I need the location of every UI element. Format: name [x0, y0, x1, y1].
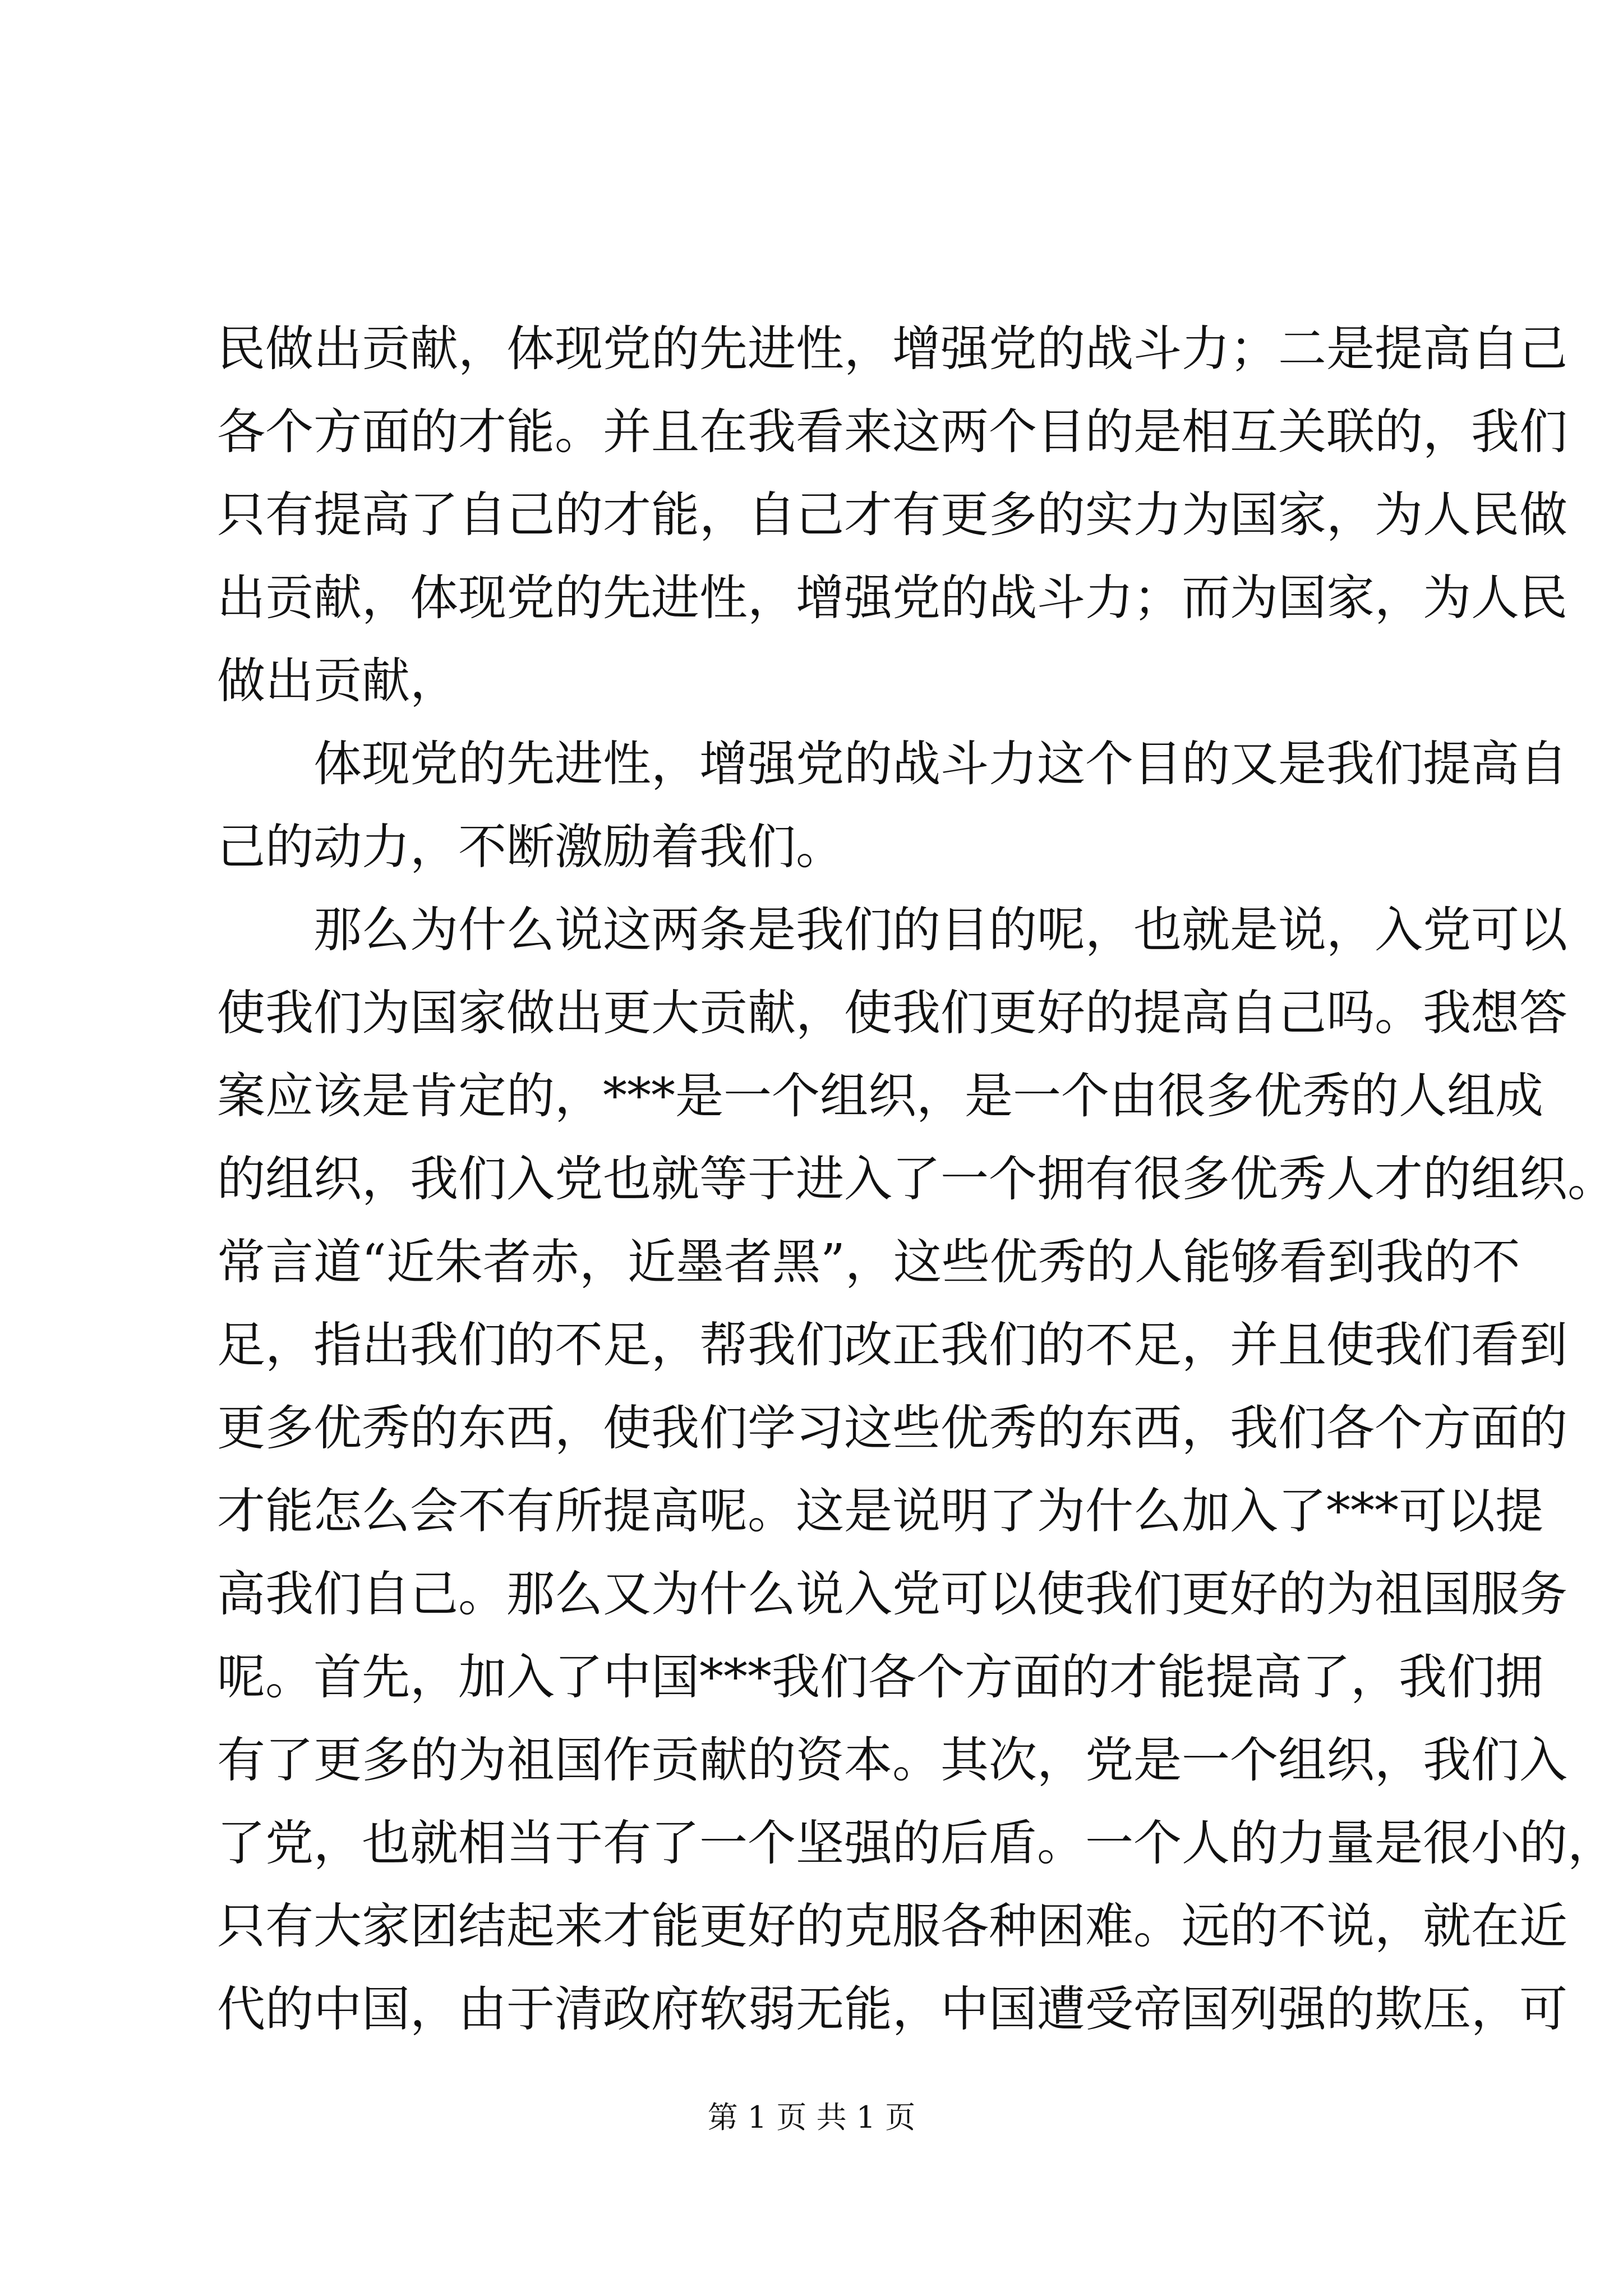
text-line: 案应该是肯定的，***是一个组织，是一个由很多优秀的人组成 [217, 1068, 1543, 1124]
text-line: 更多优秀的东西，使我们学习这些优秀的东西，我们各个方面的 [217, 1400, 1567, 1456]
text-line: 的组织，我们入党也就等于进入了一个拥有很多优秀人才的组织。 [217, 1151, 1616, 1207]
text-line: 己的动力，不断激励着我们。 [217, 819, 844, 875]
text-line: 只有提高了自己的才能，自己才有更多的实力为国家，为人民做 [217, 487, 1567, 543]
text-line: 有了更多的为祖国作贡献的资本。其次，党是一个组织，我们入 [217, 1732, 1567, 1788]
page-footer: 第 1 页 共 1 页 [707, 2100, 916, 2135]
text-line: 民做出贡献，体现党的先进性，增强党的战斗力；二是提高自己 [217, 321, 1567, 377]
text-line: 做出贡献， [217, 653, 458, 709]
text-line: 只有大家团结起来才能更好的克服各种困难。远的不说，就在近 [217, 1898, 1567, 1954]
text-line: 了党，也就相当于有了一个坚强的后盾。一个人的力量是很小的， [217, 1815, 1616, 1871]
text-line: 足，指出我们的不足，帮我们改正我们的不足，并且使我们看到 [217, 1317, 1567, 1373]
text-line: 高我们自己。那么又为什么说入党可以使我们更好的为祖国服务 [217, 1566, 1567, 1622]
text-line: 各个方面的才能。并且在我看来这两个目的是相互关联的，我们 [217, 404, 1567, 460]
text-line: 使我们为国家做出更大贡献，使我们更好的提高自己吗。我想答 [217, 985, 1567, 1041]
text-line: 出贡献，体现党的先进性，增强党的战斗力；而为国家，为人民 [217, 570, 1567, 626]
text-line: 呢。首先，加入了中国***我们各个方面的才能提高了，我们拥 [217, 1649, 1543, 1705]
text-line: 常言道“近朱者赤，近墨者黑”，这些优秀的人能够看到我的不 [217, 1234, 1520, 1290]
text-line: 代的中国，由于清政府软弱无能，中国遭受帝国列强的欺压，可 [217, 1981, 1567, 2037]
document-body [217, 307, 1616, 2051]
text-line: 才能怎么会不有所提高呢。这是说明了为什么加入了***可以提 [217, 1483, 1543, 1539]
text-line: 体现党的先进性，增强党的战斗力这个目的又是我们提高自 [313, 736, 1567, 792]
text-line: 那么为什么说这两条是我们的目的呢，也就是说，入党可以 [313, 902, 1567, 958]
